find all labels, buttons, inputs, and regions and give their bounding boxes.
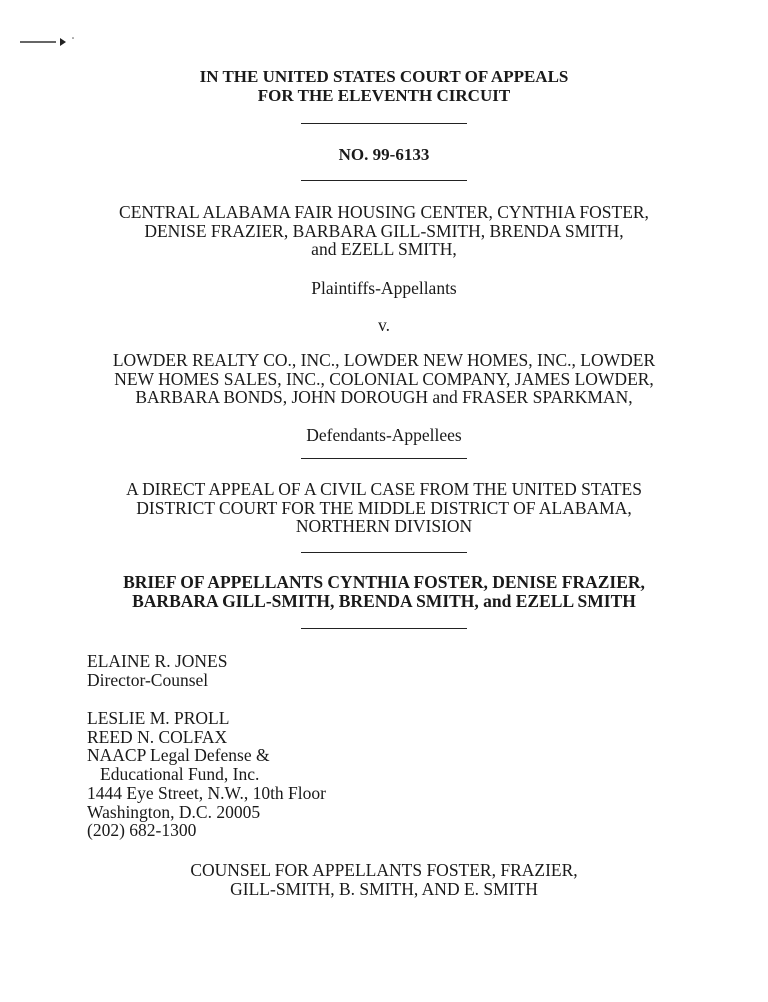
counsel-line: NAACP Legal Defense & — [87, 745, 270, 766]
counsel-primary-title: Director-Counsel — [87, 669, 209, 690]
divider-rule — [301, 458, 467, 459]
versus-text: v. — [378, 315, 390, 335]
court-header — [0, 68, 768, 105]
counsel-for-line: GILL-SMITH, B. SMITH, AND E. SMITH — [230, 878, 538, 899]
counsel-for-line: COUNSEL FOR APPELLANTS FOSTER, FRAZIER, — [190, 860, 578, 880]
counsel-secondary — [87, 709, 326, 840]
defendants-line: BARBARA BONDS, JOHN DOROUGH and FRASER SPARKMAN, — [135, 387, 633, 407]
appeal-line: A DIRECT APPEAL OF A CIVIL CASE FROM THE UNITED STATES — [126, 479, 642, 499]
defendants-role-text: Defendants-Appellees — [306, 425, 462, 445]
counsel-line: LESLIE M. PROLL — [87, 708, 230, 728]
plaintiffs-names — [0, 203, 768, 259]
pen-mark — [18, 36, 78, 48]
versus — [0, 316, 768, 335]
defendants-names — [0, 351, 768, 407]
counsel-for-appellants — [0, 861, 768, 898]
divider-rule — [301, 552, 467, 553]
counsel-primary-name: ELAINE R. JONES — [87, 651, 228, 671]
divider-rule — [301, 123, 467, 124]
counsel-line: Washington, D.C. 20005 — [87, 801, 261, 822]
case-number-text: NO. 99-6133 — [338, 145, 430, 164]
appeal-description — [0, 480, 768, 536]
appeal-line: DISTRICT COURT FOR THE MIDDLE DISTRICT OF ALABAMA, — [136, 497, 632, 518]
defendants-role — [0, 426, 768, 445]
plaintiffs-line: CENTRAL ALABAMA FAIR HOUSING CENTER, CYNTHIA FOSTER, — [119, 202, 649, 222]
divider-rule — [301, 628, 467, 629]
counsel-line: 1444 Eye Street, N.W., 10th Floor — [87, 782, 326, 803]
plaintiffs-line: DENISE FRAZIER, BARBARA GILL-SMITH, BRENDA SMITH, — [144, 220, 624, 241]
counsel-line: Educational Fund, Inc. — [100, 764, 260, 785]
plaintiffs-role-text: Plaintiffs-Appellants — [311, 278, 457, 298]
brief-title-line: BRIEF OF APPELLANTS CYNTHIA FOSTER, DENISE FRAZIER, — [123, 572, 645, 592]
plaintiffs-role — [0, 279, 768, 298]
case-number — [0, 146, 768, 165]
defendants-line: NEW HOMES SALES, INC., COLONIAL COMPANY, JAMES LOWDER, — [114, 368, 654, 389]
appeal-line: NORTHERN DIVISION — [295, 516, 473, 536]
court-line-2: FOR THE ELEVENTH CIRCUIT — [257, 85, 511, 105]
court-line-1: IN THE UNITED STATES COURT OF APPEALS — [199, 67, 569, 86]
divider-rule — [301, 180, 467, 181]
counsel-line: (202) 682-1300 — [87, 820, 197, 841]
brief-title-line: BARBARA GILL-SMITH, BRENDA SMITH, and EZELL SMITH — [132, 590, 636, 611]
defendants-line: LOWDER REALTY CO., INC., LOWDER NEW HOMES, INC., LOWDER — [112, 350, 656, 370]
plaintiffs-line: and EZELL SMITH, — [311, 239, 457, 259]
counsel-primary — [87, 652, 227, 689]
brief-title — [0, 573, 768, 610]
counsel-line: REED N. COLFAX — [87, 726, 228, 747]
